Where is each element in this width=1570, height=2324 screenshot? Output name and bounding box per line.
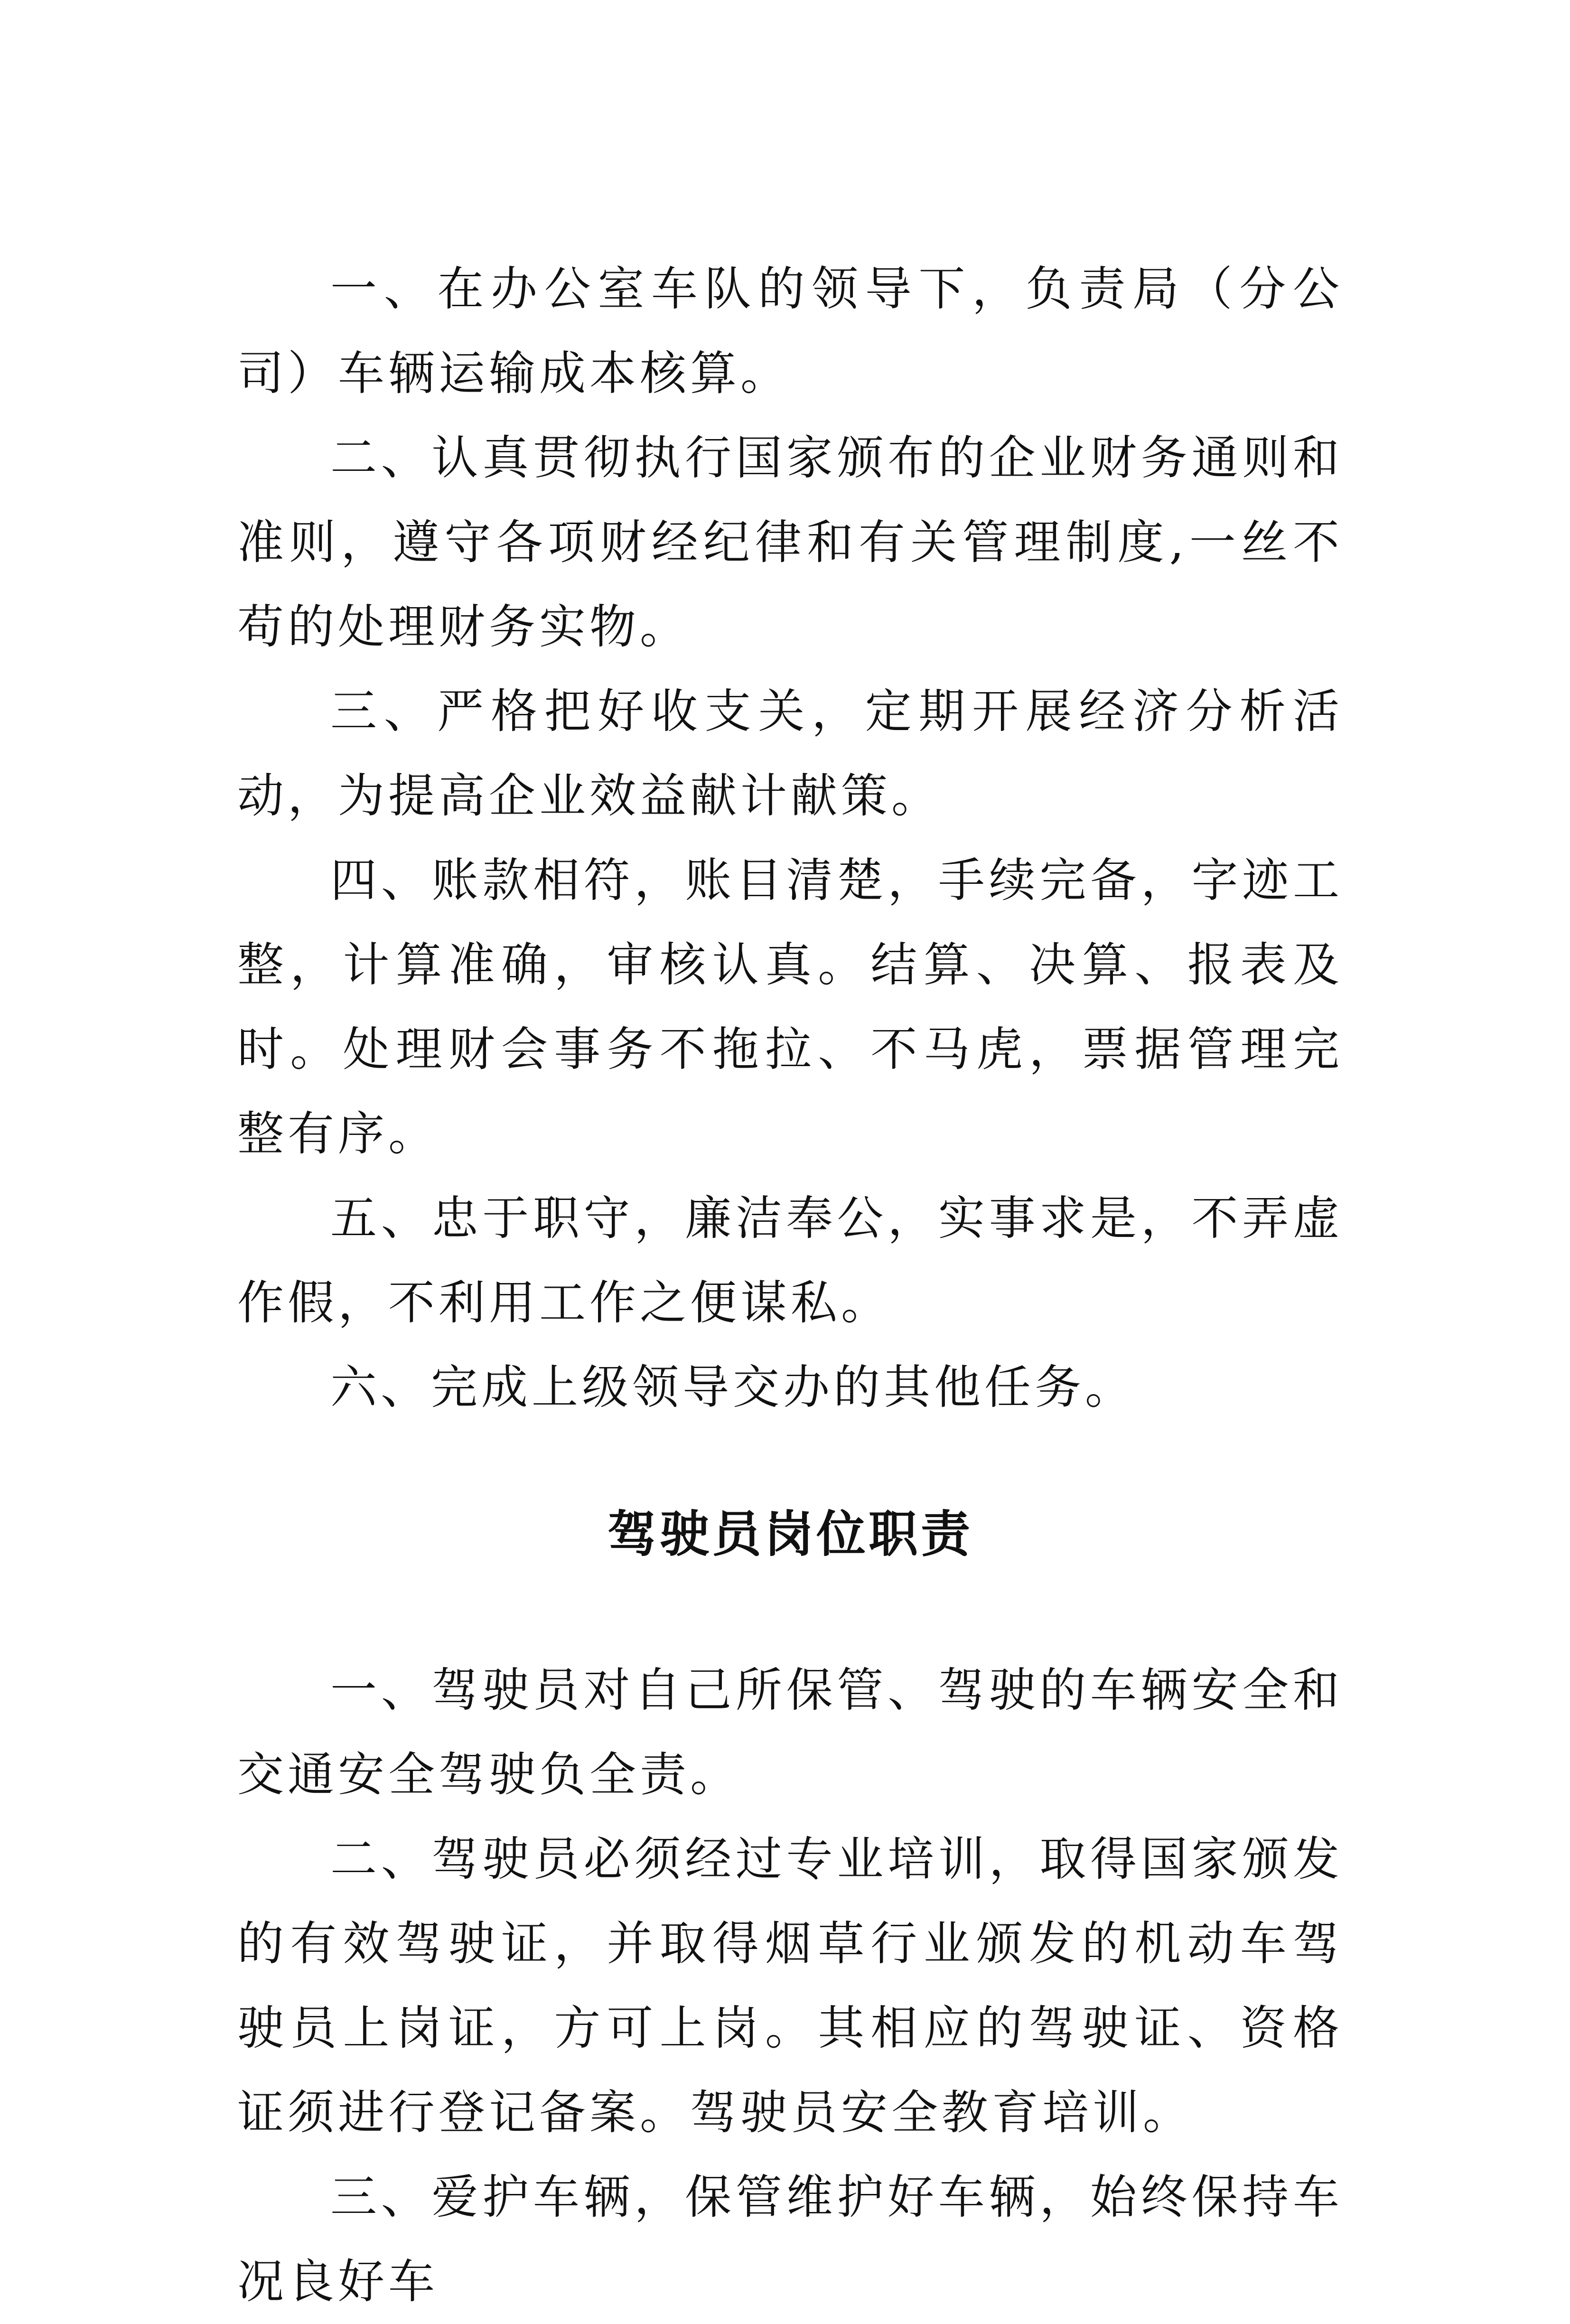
duties-section-accounting <box>237 247 1343 1430</box>
duty-item-3: 三、严格把好收支关，定期开展经济分析活动，为提高企业效益献计献策。 <box>237 684 1343 823</box>
duty-item-1: 一、在办公室车队的领导下，负责局（分公司）车辆运输成本核算。 <box>237 262 1343 401</box>
document-page <box>237 247 1343 2324</box>
duty-item-6: 六、完成上级领导交办的其他任务。 <box>330 1360 1136 1415</box>
section-title-driver-duties: 驾驶员岗位职责 <box>607 1505 973 1563</box>
driver-duty-item-3: 三、爱护车辆，保管维护好车辆，始终保持车况良好车 <box>237 2170 1343 2309</box>
driver-duty-item-1: 一、驾驶员对自己所保管、驾驶的车辆安全和交通安全驾驶负全责。 <box>237 1663 1343 1802</box>
driver-duty-item-2: 二、驾驶员必须经过专业培训，取得国家颁发的有效驾驶证，并取得烟草行业颁发的机动车驾驶员上岗证，方可上岗。其相应的驾驶证、资格证须进行登记备案。驾驶员安全教育培训。 <box>237 1832 1343 2140</box>
duty-item-2: 二、认真贯彻执行国家颁布的企业财务通则和准则，遵守各项财经纪律和有关管理制度,一丝不苟的处理财务实物。 <box>237 431 1343 654</box>
duty-item-5: 五、忠于职守，廉洁奉公，实事求是，不弄虚作假，不利用工作之便谋私。 <box>237 1191 1343 1330</box>
duties-section-driver <box>237 1648 1343 2324</box>
duty-item-4: 四、账款相符，账目清楚，手续完备，字迹工整，计算准确，审核认真。结算、决算、报表及时。处理财会事务不拖拉、不马虎，票据管理完整有序。 <box>237 853 1343 1161</box>
